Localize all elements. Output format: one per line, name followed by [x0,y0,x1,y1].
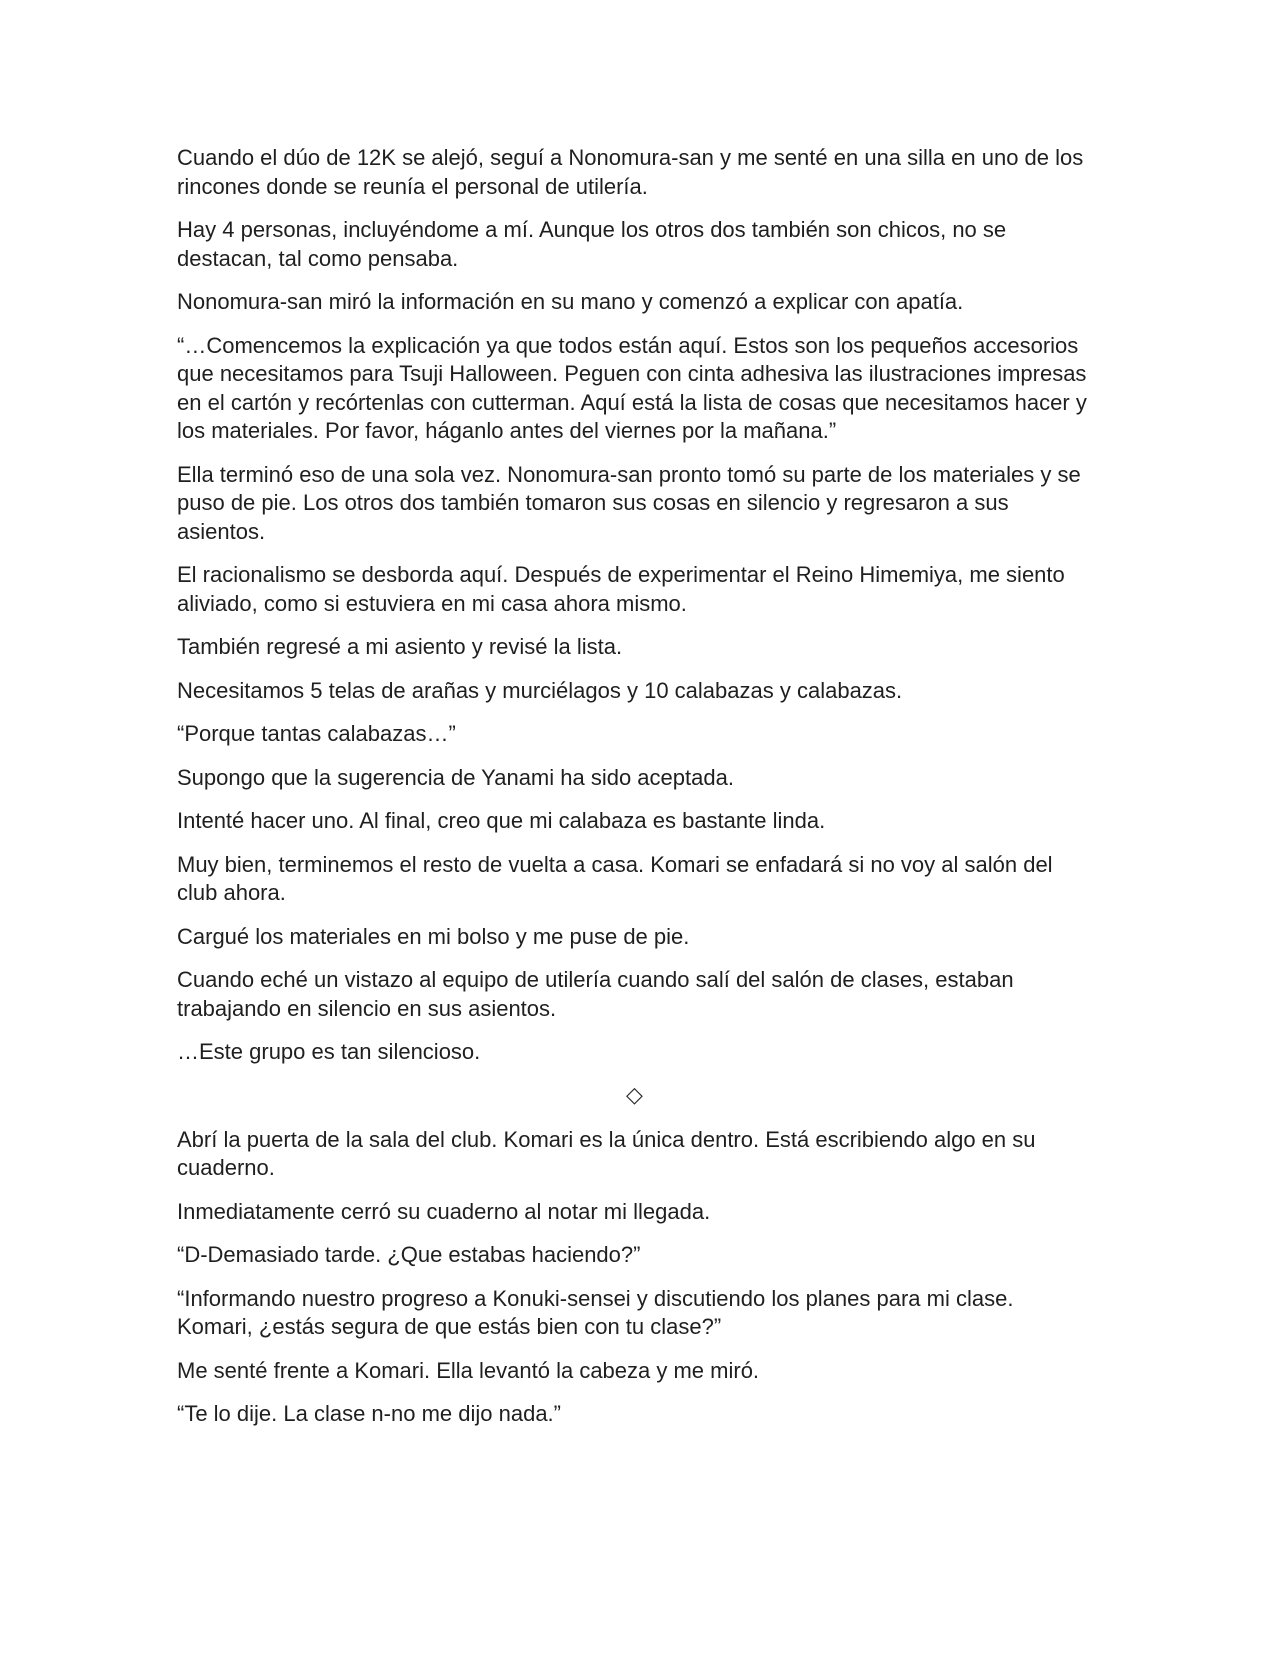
scene-break-diamond-icon: ◇ [626,1082,643,1108]
paragraph: Cargué los materiales en mi bolso y me puse de pie. [177,923,690,949]
paragraph: Intenté hacer uno. Al final, creo que mi calabaza es bastante linda. [177,808,826,833]
paragraph: Ella terminó eso de una sola vez. Nonomura-san pronto tomó su parte de los materiales y se puso de pie. Los otros dos también tomaron sus cosas en silencio y regresaron a sus asientos. [177,461,1081,544]
paragraph: Hay 4 personas, incluyéndome a mí. Aunque los otros dos también son chicos, no se destacan, tal como pensaba. [177,217,1007,271]
paragraph: …Este grupo es tan silencioso. [177,1039,481,1064]
paragraph: Muy bien, terminemos el resto de vuelta a casa. Komari se enfadará si no voy al salón del club ahora. [177,851,1053,905]
paragraph: “Informando nuestro progreso a Konuki-sensei y discutiendo los planes para mi clase. Komari, ¿estás segura de que estás bien con tu clase?” [177,1285,1014,1339]
paragraph: Me senté frente a Komari. Ella levantó la cabeza y me miró. [177,1357,760,1383]
paragraph: Cuando el dúo de 12K se alejó, seguí a Nonomura-san y me senté en una silla en uno de los rincones donde se reunía el personal de utilería. [177,145,1084,199]
paragraph: También regresé a mi asiento y revisé la lista. [177,634,623,659]
paragraph: Necesitamos 5 telas de arañas y murciélagos y 10 calabazas y calabazas. [177,677,903,703]
paragraph: “Te lo dije. La clase n-no me dijo nada.” [177,1401,561,1426]
paragraph: Supongo que la sugerencia de Yanami ha sido aceptada. [177,764,734,790]
paragraph: Abrí la puerta de la sala del club. Komari es la única dentro. Está escribiendo algo en su cuaderno. [177,1126,1036,1180]
paragraph: Nonomura-san miró la información en su mano y comenzó a explicar con apatía. [177,289,964,314]
paragraph: “…Comencemos la explicación ya que todos están aquí. Estos son los pequeños accesorios que necesitamos para Tsuji Halloween. Peguen con cinta adhesiva las ilustraciones impresas en el cartón y recórtenlas con cutterman. Aquí está la lista de cosas que necesitamos hacer y los materiales. Por favor, háganlo antes del viernes por la mañana.” [177,332,1087,443]
paragraph: El racionalismo se desborda aquí. Después de experimentar el Reino Himemiya, me siento aliviado, como si estuviera en mi casa ahora mismo. [177,562,1065,616]
paragraph: Inmediatamente cerró su cuaderno al notar mi llegada. [177,1198,711,1224]
paragraph: Cuando eché un vistazo al equipo de utilería cuando salí del salón de clases, estaban trabajando en silencio en sus asientos. [177,967,1014,1021]
paragraph: “Porque tantas calabazas…” [177,721,456,746]
paragraph: “D-Demasiado tarde. ¿Que estabas haciendo?” [177,1242,641,1267]
